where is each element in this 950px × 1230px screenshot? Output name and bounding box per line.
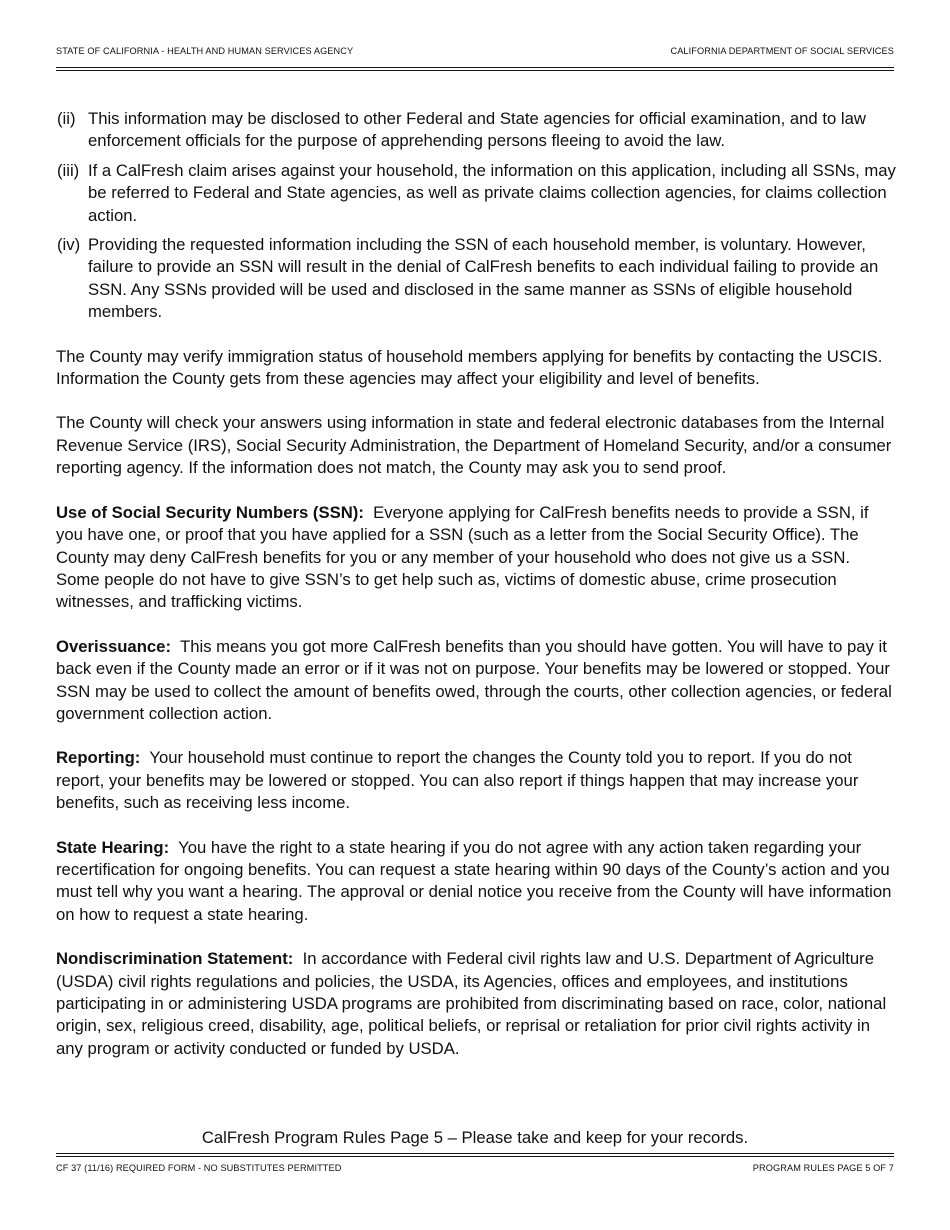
header-agency: STATE OF CALIFORNIA - HEALTH AND HUMAN SERVICES AGENCY xyxy=(56,46,354,56)
list-item xyxy=(56,160,896,227)
page-footnote: CalFresh Program Rules Page 5 – Please take and keep for your records. xyxy=(201,1128,749,1147)
reporting-section xyxy=(56,747,896,814)
section-text: In accordance with Federal civil rights law and U.S. Department of Agriculture (USDA) civil rights regulations and policies, the USDA, its Agencies, offices and employees, and institutions participating in or administering USDA programs are prohibited from discriminating based on race, color, national origin, sex, religious creed, disability, age, political beliefs, or reprisal or retaliation for prior civil rights activity in any program or activity conducted or funded by USDA. xyxy=(56,949,887,1058)
nondiscrimination-section xyxy=(56,948,896,1060)
page-header xyxy=(56,46,894,60)
list-marker: (iv) xyxy=(57,235,81,255)
section-term: Reporting: xyxy=(56,748,141,768)
list-item xyxy=(56,108,896,153)
document-body xyxy=(56,108,896,1082)
verification-paragraph: The County will check your answers using information in state and federal electronic databases from the Internal Revenue Service (IRS), Social Security Administration, the Department of Homeland Security, and/or a consumer reporting agency. If the information does not match, the County may ask you to send proof. xyxy=(56,413,892,478)
section-text: This means you got more CalFresh benefits than you should have gotten. You will have to pay it back even if the County made an error or if it was not on purpose. Your benefits may be lowered or stopped. Your SSN may be used to collect the amount of benefits owed, through the courts, other collection agencies, or federal government collection action. xyxy=(56,636,892,723)
footer-rule xyxy=(56,1153,894,1157)
list-item xyxy=(56,234,896,324)
page-footer xyxy=(56,1163,894,1177)
list-text: If a CalFresh claim arises against your household, the information on this application, including all SSNs, may be referred to Federal and State agencies, as well as private claims collection agencies, for claims collection action. xyxy=(88,160,896,225)
form-id: CF 37 (11/16) REQUIRED FORM - NO SUBSTITUTES PERMITTED xyxy=(56,1163,342,1173)
list-marker: (iii) xyxy=(57,160,80,180)
immigration-paragraph: The County may verify immigration status of household members applying for benefits by contacting the USCIS. Information the County gets from these agencies may affect your eligibility and level of benefits. xyxy=(56,346,883,389)
list-marker: (ii) xyxy=(57,109,76,128)
header-rule xyxy=(56,67,894,71)
ssn-section xyxy=(56,502,896,614)
list-text: Providing the requested information including the SSN of each household member, is voluntary. However, failure to provide an SSN will result in the denial of CalFresh benefits to each individual failing to provide an SSN. Any SSNs provided will be used and disclosed in the same manner as SSNs of eligible household members. xyxy=(88,235,879,322)
section-term: State Hearing: xyxy=(56,837,170,857)
section-text: Your household must continue to report the changes the County told you to report. If you do not report, your benefits may be lowered or stopped. You can also report if things happen that may increase your benefits, such as receiving less income. xyxy=(56,748,859,813)
header-department: CALIFORNIA DEPARTMENT OF SOCIAL SERVICES xyxy=(670,46,894,56)
section-text: You have the right to a state hearing if you do not agree with any action taken regarding your recertification for ongoing benefits. You can request a state hearing within 90 days of the County’s action and you must tell why you want a hearing. The approval or denial notice you receive from the County will have information on how to request a state hearing. xyxy=(56,837,892,924)
page-number: PROGRAM RULES PAGE 5 OF 7 xyxy=(752,1163,894,1173)
section-term: Nondiscrimination Statement: xyxy=(56,949,294,969)
section-term: Use of Social Security Numbers (SSN): xyxy=(56,502,364,522)
section-term: Overissuance: xyxy=(56,636,172,656)
overissuance-section xyxy=(56,636,896,726)
list-text: This information may be disclosed to other Federal and State agencies for official examination, and to law enforcement officials for the purpose of apprehending persons fleeing to avoid the law. xyxy=(88,109,866,151)
state-hearing-section xyxy=(56,837,896,927)
section-text: Everyone applying for CalFresh benefits needs to provide a SSN, if you have one, or proof that you have applied for a SSN (such as a letter from the Social Security Office). The County may deny CalFresh benefits for you or any member of your household who does not give us a SSN. Some people do not have to give SSN’s to get help such as, victims of domestic abuse, crime prosecution witnesses, and trafficking victims. xyxy=(56,502,869,612)
